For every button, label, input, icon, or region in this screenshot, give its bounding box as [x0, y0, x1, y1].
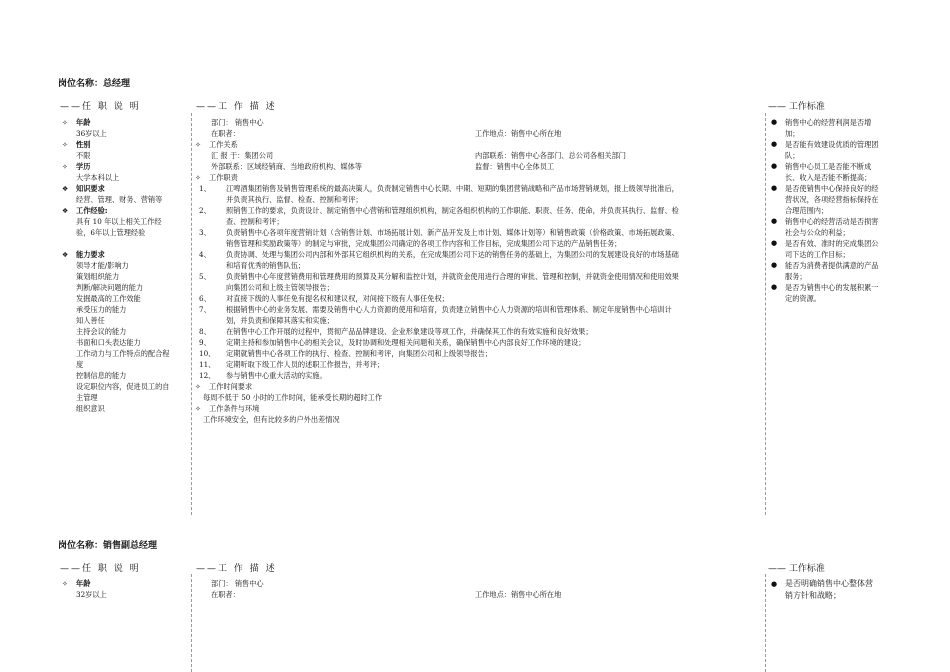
- incumbent: 在职者：: [211, 129, 240, 138]
- duty-item: [195, 249, 763, 260]
- duty-number: 7、: [199, 305, 211, 314]
- standard-line: 司下达的工作目标；: [785, 250, 850, 259]
- age-value-2: 32岁以上: [76, 590, 107, 599]
- diamond-icon: ✧: [195, 141, 201, 149]
- column-divider: [765, 113, 766, 515]
- ability-item: 设定职位内容，促进员工的自: [76, 382, 170, 391]
- standards-column-2: [767, 578, 903, 602]
- duty-text: 照销售工作的要求，负责设计、制定销售中心营销和管理组织机构，制定各组织机构的工作职能、职责、任务、使命，并负责其执行、监督、检: [226, 206, 679, 215]
- standards-header-2: —— 工作标准: [768, 564, 825, 574]
- diamond-icon: ✧: [62, 119, 68, 127]
- duty-item: [195, 337, 763, 348]
- duty-text-continued: 和培育优秀的销售队伍；: [226, 261, 306, 270]
- duty-number: 4、: [199, 250, 211, 259]
- diamond-icon: ✧: [62, 580, 68, 588]
- hours-label: 工作时间要求: [209, 382, 253, 391]
- ability-label: 能力要求: [76, 250, 105, 259]
- department-2: 部门： 销售中心: [211, 579, 264, 588]
- duty-text: 负责销售中心年度营销费用和管理费用的预算及其分解和监控计划，并就资金使用进行合理的审批、管理和控制，并就资金使用情况和使用效果: [226, 272, 679, 281]
- duty-item: [195, 326, 763, 337]
- bullet-icon: ●: [771, 283, 778, 291]
- ability-item: 控制信息的能力: [76, 371, 127, 380]
- bullet-icon: ●: [771, 184, 778, 192]
- standard-item: [767, 117, 903, 139]
- standard-line: 队；: [785, 151, 800, 160]
- requirements-column: [62, 117, 190, 414]
- requirements-header-2: ——任 职 说 明: [60, 564, 141, 574]
- duty-text: 在销售中心工作开展的过程中，贯彻产品品牌建设、企业形象建设等项工作，并确保其工作的有效实施和良好效果；: [226, 327, 593, 336]
- standard-line: 长、收入是否能不断提高；: [785, 173, 872, 182]
- duty-number: 10、: [199, 349, 216, 358]
- standard-line: 社会与公众的利益；: [785, 228, 850, 237]
- conditions-label: 工作条件与环境: [209, 404, 260, 413]
- standard-line: 销售中心的经营利润是否增: [785, 118, 872, 127]
- bold-diamond-icon: ❖: [62, 251, 69, 259]
- duty-number: 9、: [199, 338, 211, 347]
- duty-item: [195, 304, 763, 315]
- work-location: 工作地点：销售中心所在地: [475, 129, 562, 138]
- duty-item: [195, 183, 763, 194]
- standard-item: [767, 161, 903, 183]
- standard-line: 是否能有效建设优质的管理团: [785, 140, 879, 149]
- column-divider-2: [765, 574, 766, 672]
- duty-text-continued: 划，并负责和保障其落实和实施；: [226, 316, 334, 325]
- duty-number: 12、: [199, 371, 216, 380]
- duty-text: 对直接下级的人事任免有提名权和建议权，对间接下级有人事任免权；: [226, 294, 449, 303]
- ability-list: [62, 260, 190, 414]
- standard-line: 加；: [785, 129, 800, 138]
- duty-text-continued: 销售管理和奖励政策等）的制定与审批，完成集团公司确定的各项工作内容和工作目标，完成集团公司下达的产品销售任务；: [226, 239, 622, 248]
- bold-diamond-icon: ❖: [62, 185, 69, 193]
- duty-text: 参与销售中心重大活动的实施。: [226, 371, 327, 380]
- ability-item: 判断/解决问题的能力: [76, 283, 144, 292]
- knowledge-label: 知识要求: [76, 184, 105, 193]
- bullet-icon: ●: [771, 580, 778, 588]
- standard-item: [767, 183, 903, 216]
- column-divider-2: [191, 574, 192, 672]
- age-label: 年龄: [76, 118, 91, 127]
- duty-number: 11、: [199, 360, 216, 369]
- description-column-2: [195, 578, 763, 600]
- ability-item: 主持会议的能力: [76, 327, 127, 336]
- duty-item: [195, 348, 763, 359]
- bullet-icon: ●: [771, 261, 778, 269]
- experience-label: 工作经验:: [76, 206, 108, 215]
- standards-header: —— 工作标准: [768, 102, 825, 112]
- standard-item: [767, 238, 903, 260]
- standard-item: [767, 282, 903, 304]
- ability-item: 领导才能/影响力: [76, 261, 129, 270]
- ability-item: 策划组织能力: [76, 272, 120, 281]
- standard-item: [767, 216, 903, 238]
- standard-item: [767, 139, 903, 161]
- work-location-2: 工作地点：销售中心所在地: [475, 590, 562, 599]
- duty-text: 负责销售中心各项年度营销计划（含销售计划、市场拓展计划、新产品开发及上市计划、媒体计划等）和销售政策（价格政策、市场拓展政策、: [226, 228, 679, 237]
- standard-line: 是否为销售中心的发展积累一: [785, 283, 879, 292]
- duty-number: 1、: [199, 184, 211, 193]
- page-title: 岗位名称：总经理: [58, 79, 131, 89]
- column-divider: [191, 113, 192, 515]
- requirements-header: ——任 职 说 明: [60, 102, 141, 112]
- duty-item: [195, 227, 763, 238]
- conditions-value: 工作环境安全，但有比较多的户外出差情况: [203, 415, 340, 424]
- duty-item: [195, 370, 763, 381]
- duty-number: 2、: [199, 206, 211, 215]
- ability-item: 承受压力的能力: [76, 305, 127, 314]
- page-title-2: 岗位名称：销售副总经理: [58, 541, 158, 551]
- standard-line: 是否使销售中心保持良好的经: [785, 184, 879, 193]
- duty-text: 负责协调、处理与集团公司内部和外部其它组织机构的关系，在完成集团公司下达的销售任务的基础上，为集团公司的发展建设良好的市场基础: [226, 250, 679, 259]
- standard-line: 是否明确销售中心整体营: [785, 579, 873, 588]
- education-value: 大学本科以上: [76, 173, 120, 182]
- duty-number: 8、: [199, 327, 211, 336]
- duty-text: 定期听取下级工作人员的述职工作报告，并考评；: [226, 360, 385, 369]
- description-column: [195, 117, 763, 425]
- requirements-column-2: [62, 578, 190, 600]
- diamond-icon: ✧: [195, 383, 201, 391]
- gender-value: 不限: [76, 151, 91, 160]
- age-label-2: 年龄: [76, 579, 91, 588]
- bullet-icon: ●: [771, 239, 778, 247]
- relations-label: 工作关系: [209, 140, 238, 149]
- bold-diamond-icon: ❖: [62, 207, 69, 215]
- ability-item: 度: [76, 360, 84, 369]
- duty-text: 定期主持和参加销售中心的相关会议，及时协调和处理相关问题和关系，确保销售中心内部良好工作环境的建设；: [226, 338, 586, 347]
- standard-line: 合理范围内；: [785, 206, 829, 215]
- standards-column: [767, 117, 903, 304]
- duty-text-continued: 并负责其执行、监督、检查、控制和考评；: [226, 195, 363, 204]
- ability-item: 书面和口头表达能力: [76, 338, 141, 347]
- duty-text: 江啤酒集团销售及销售管理系统的最高决策人，负责制定销售中心长期、中期、短期的集团营销战略和产品市场营销规划，报上级领导批准后，: [226, 184, 679, 193]
- duty-item: [195, 271, 763, 282]
- diamond-icon: ✧: [62, 141, 68, 149]
- standard-line: 能否为消费者提供满意的产品: [785, 261, 879, 270]
- ability-item: 工作动力与工作特点的配合程: [76, 349, 170, 358]
- bullet-icon: ●: [771, 217, 778, 225]
- description-header-2: ——工 作 描 述: [196, 564, 277, 574]
- education-label: 学历: [76, 162, 91, 171]
- report-to: 汇 报 于：集团公司: [211, 151, 274, 160]
- ability-item: 发掘最高的工作效能: [76, 294, 141, 303]
- duties-label: 工作职责: [209, 173, 238, 182]
- external-contacts: 外部联系：区域经销商、当地政府机构、媒体等: [211, 162, 362, 171]
- diamond-icon: ✧: [195, 174, 201, 182]
- duties-list: [195, 183, 763, 381]
- duty-item: [195, 359, 763, 370]
- duty-text: 根据销售中心的业务发展、需要及销售中心人力资源的使用和培育，负责建立销售中心人力资源的培训和管理体系、制定年度销售中心培训计: [226, 305, 672, 314]
- standard-line: 销售中心员工是否能不断成: [785, 162, 872, 171]
- experience-value-line: 具有 10 年以上相关工作经: [76, 217, 162, 226]
- duty-text-continued: 向集团公司和上级主管领导报告；: [226, 283, 334, 292]
- hours-value: 每周不低于 50 小时的工作时间，能承受长期的超时工作: [203, 393, 383, 402]
- supervision: 监督：销售中心全体员工: [475, 162, 555, 171]
- ability-item: 知人善任: [76, 316, 105, 325]
- department: 部门： 销售中心: [211, 118, 264, 127]
- standard-line: 销售中心的经营活动是否损害: [785, 217, 879, 226]
- diamond-icon: ✧: [62, 163, 68, 171]
- description-header: ——工 作 描 述: [196, 102, 277, 112]
- ability-item: 主管理: [76, 393, 98, 402]
- duty-item: [195, 293, 763, 304]
- standard-line: 营状况，各项经营指标保持在: [785, 195, 879, 204]
- standard-line: 是否有效、准时的完成集团公: [785, 239, 879, 248]
- duty-item: [195, 205, 763, 216]
- diamond-icon: ✧: [195, 405, 201, 413]
- duty-text: 定期就销售中心各项工作的执行、检查、控制和考评，向集团公司和上级领导报告；: [226, 349, 492, 358]
- bullet-icon: ●: [771, 118, 778, 126]
- knowledge-value: 经营、管理、财务、营销等: [76, 195, 163, 204]
- ability-item: 组织意识: [76, 404, 105, 413]
- standard-line: 销方针和战略；: [785, 591, 841, 600]
- gender-label: 性别: [76, 140, 91, 149]
- duty-number: 3、: [199, 228, 211, 237]
- duty-number: 5、: [199, 272, 211, 281]
- standard-item: [767, 260, 903, 282]
- standard-line: 服务；: [785, 272, 807, 281]
- experience-value-line: 验，6年以上管理经验: [76, 228, 146, 237]
- bullet-icon: ●: [771, 162, 778, 170]
- standard-line: 定的资源。: [785, 294, 821, 303]
- bullet-icon: ●: [771, 140, 778, 148]
- incumbent-2: 在职者：: [211, 590, 240, 599]
- duty-text-continued: 查、控制和考评；: [226, 217, 284, 226]
- duty-number: 6、: [199, 294, 211, 303]
- age-value: 36岁以上: [76, 129, 107, 138]
- internal-contacts: 内部联系：销售中心各部门、总公司各相关部门: [475, 151, 626, 160]
